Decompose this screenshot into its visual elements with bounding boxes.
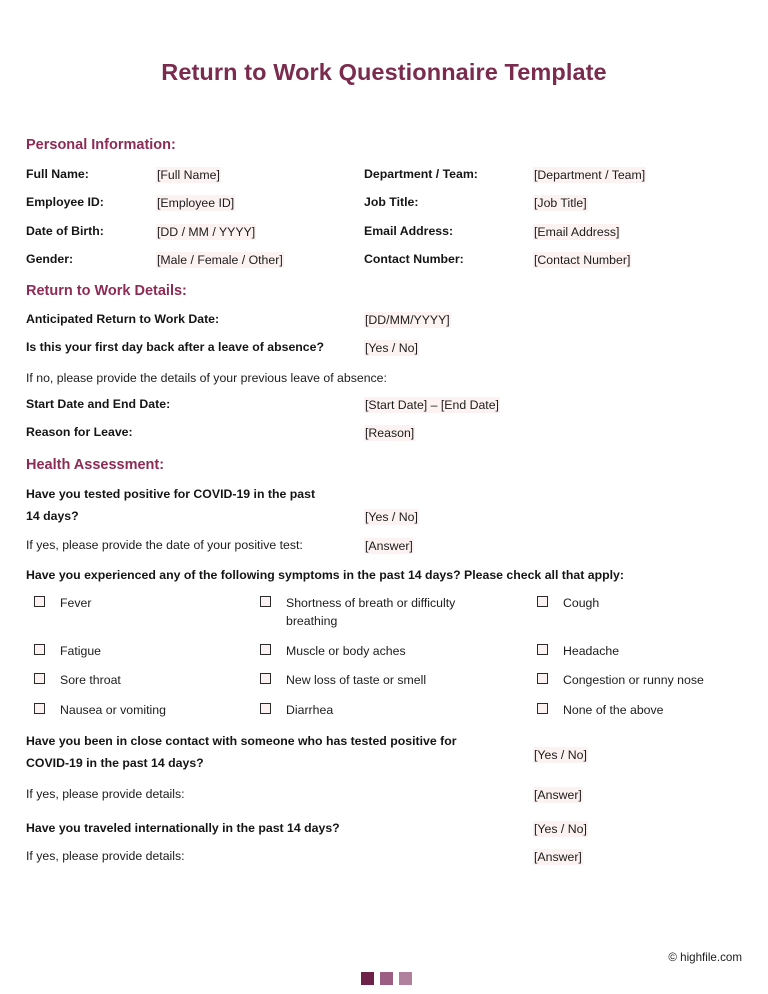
square-mark-icon-2 <box>380 972 393 985</box>
section-heading-return-to-work-details: Return to Work Details: <box>26 283 187 299</box>
checkbox-label: Muscle or body aches <box>286 644 406 658</box>
square-mark-icon-1 <box>361 972 374 985</box>
checkbox-icon[interactable] <box>34 703 45 714</box>
field-value-close-contact-details[interactable]: [Answer] <box>534 788 582 802</box>
checkbox-label: Cough <box>563 596 600 610</box>
field-value-department-team[interactable]: [Department / Team] <box>534 168 646 182</box>
field-value-reason-for-leave[interactable]: [Reason] <box>365 426 415 440</box>
field-value-positive-test-date[interactable]: [Answer] <box>365 539 413 553</box>
footer-logo-marks <box>361 972 412 985</box>
checkbox-label: Headache <box>563 644 620 658</box>
field-label-anticipated-return-date: Anticipated Return to Work Date: <box>26 312 220 326</box>
checkbox-icon[interactable] <box>260 703 271 714</box>
note-previous-leave-details: If no, please provide the details of your previous leave of absence: <box>26 371 387 385</box>
field-label-job-title: Job Title: <box>364 195 419 209</box>
checkbox-icon[interactable] <box>260 644 271 655</box>
field-value-contact-number[interactable]: [Contact Number] <box>534 253 631 267</box>
field-value-employee-id[interactable]: [Employee ID] <box>157 196 235 210</box>
checkbox-label: Fever <box>60 596 92 610</box>
field-label-close-contact-details: If yes, please provide details: <box>26 787 185 801</box>
field-label-date-of-birth: Date of Birth: <box>26 224 104 238</box>
checkbox-label: Fatigue <box>60 644 102 658</box>
field-label-reason-for-leave: Reason for Leave: <box>26 425 133 439</box>
checkbox-icon[interactable] <box>260 596 271 607</box>
field-label-gender: Gender: <box>26 252 74 266</box>
checkbox-label: None of the above <box>563 703 664 717</box>
field-label-start-end-date: Start Date and End Date: <box>26 397 171 411</box>
field-value-anticipated-return-date[interactable]: [DD/MM/YYYY] <box>365 313 450 327</box>
field-label-department-team: Department / Team: <box>364 167 478 181</box>
field-value-job-title[interactable]: [Job Title] <box>534 196 587 210</box>
checkbox-label: Diarrhea <box>286 703 334 717</box>
section-heading-health-assessment: Health Assessment: <box>26 457 165 473</box>
page-title: Return to Work Questionnaire Template <box>161 59 607 85</box>
square-mark-icon-3 <box>399 972 412 985</box>
question-symptoms-prompt: Have you experienced any of the following symptoms in the past 14 days? Please check all that apply: <box>26 568 624 582</box>
question-tested-positive-line1: Have you tested positive for COVID-19 in the past <box>26 487 316 501</box>
question-close-contact-line2: COVID-19 in the past 14 days? <box>26 756 204 770</box>
checkbox-icon[interactable] <box>260 673 271 684</box>
field-value-first-day-back[interactable]: [Yes / No] <box>365 341 418 355</box>
field-value-start-end-date[interactable]: [Start Date] – [End Date] <box>365 398 499 412</box>
question-tested-positive-line2: 14 days? <box>26 509 79 523</box>
field-value-close-contact[interactable]: [Yes / No] <box>534 748 587 762</box>
checkbox-icon[interactable] <box>537 596 548 607</box>
field-value-date-of-birth[interactable]: [DD / MM / YYYY] <box>157 225 256 239</box>
checkbox-icon[interactable] <box>537 703 548 714</box>
field-value-travel-details[interactable]: [Answer] <box>534 850 582 864</box>
checkbox-icon[interactable] <box>34 644 45 655</box>
checkbox-icon[interactable] <box>537 673 548 684</box>
field-label-positive-test-date: If yes, please provide the date of your positive test: <box>26 538 303 552</box>
checkbox-icon[interactable] <box>34 673 45 684</box>
field-value-gender[interactable]: [Male / Female / Other] <box>157 253 283 267</box>
field-label-full-name: Full Name: <box>26 167 89 181</box>
checkbox-label: New loss of taste or smell <box>286 673 427 687</box>
field-label-contact-number: Contact Number: <box>364 252 464 266</box>
field-value-full-name[interactable]: [Full Name] <box>157 168 220 182</box>
field-label-email-address: Email Address: <box>364 224 454 238</box>
checkbox-label: Sore throat <box>60 673 121 687</box>
field-value-traveled-internationally[interactable]: [Yes / No] <box>534 822 587 836</box>
field-label-first-day-back: Is this your first day back after a leave of absence? <box>26 340 324 354</box>
field-value-email-address[interactable]: [Email Address] <box>534 225 620 239</box>
footer-copyright: © highfile.com <box>668 951 742 964</box>
checkbox-label: Congestion or runny nose <box>563 673 704 687</box>
question-traveled-internationally: Have you traveled internationally in the past 14 days? <box>26 821 340 835</box>
question-close-contact-line1: Have you been in close contact with someone who has tested positive for <box>26 734 457 748</box>
checkbox-icon[interactable] <box>34 596 45 607</box>
field-label-travel-details: If yes, please provide details: <box>26 849 185 863</box>
section-heading-personal-information: Personal Information: <box>26 137 176 153</box>
field-label-employee-id: Employee ID: <box>26 195 104 209</box>
checkbox-label: Shortness of breath or difficulty breathing <box>286 596 456 628</box>
checkbox-label: Nausea or vomiting <box>60 703 166 717</box>
checkbox-icon[interactable] <box>537 644 548 655</box>
field-value-tested-positive[interactable]: [Yes / No] <box>365 510 418 524</box>
